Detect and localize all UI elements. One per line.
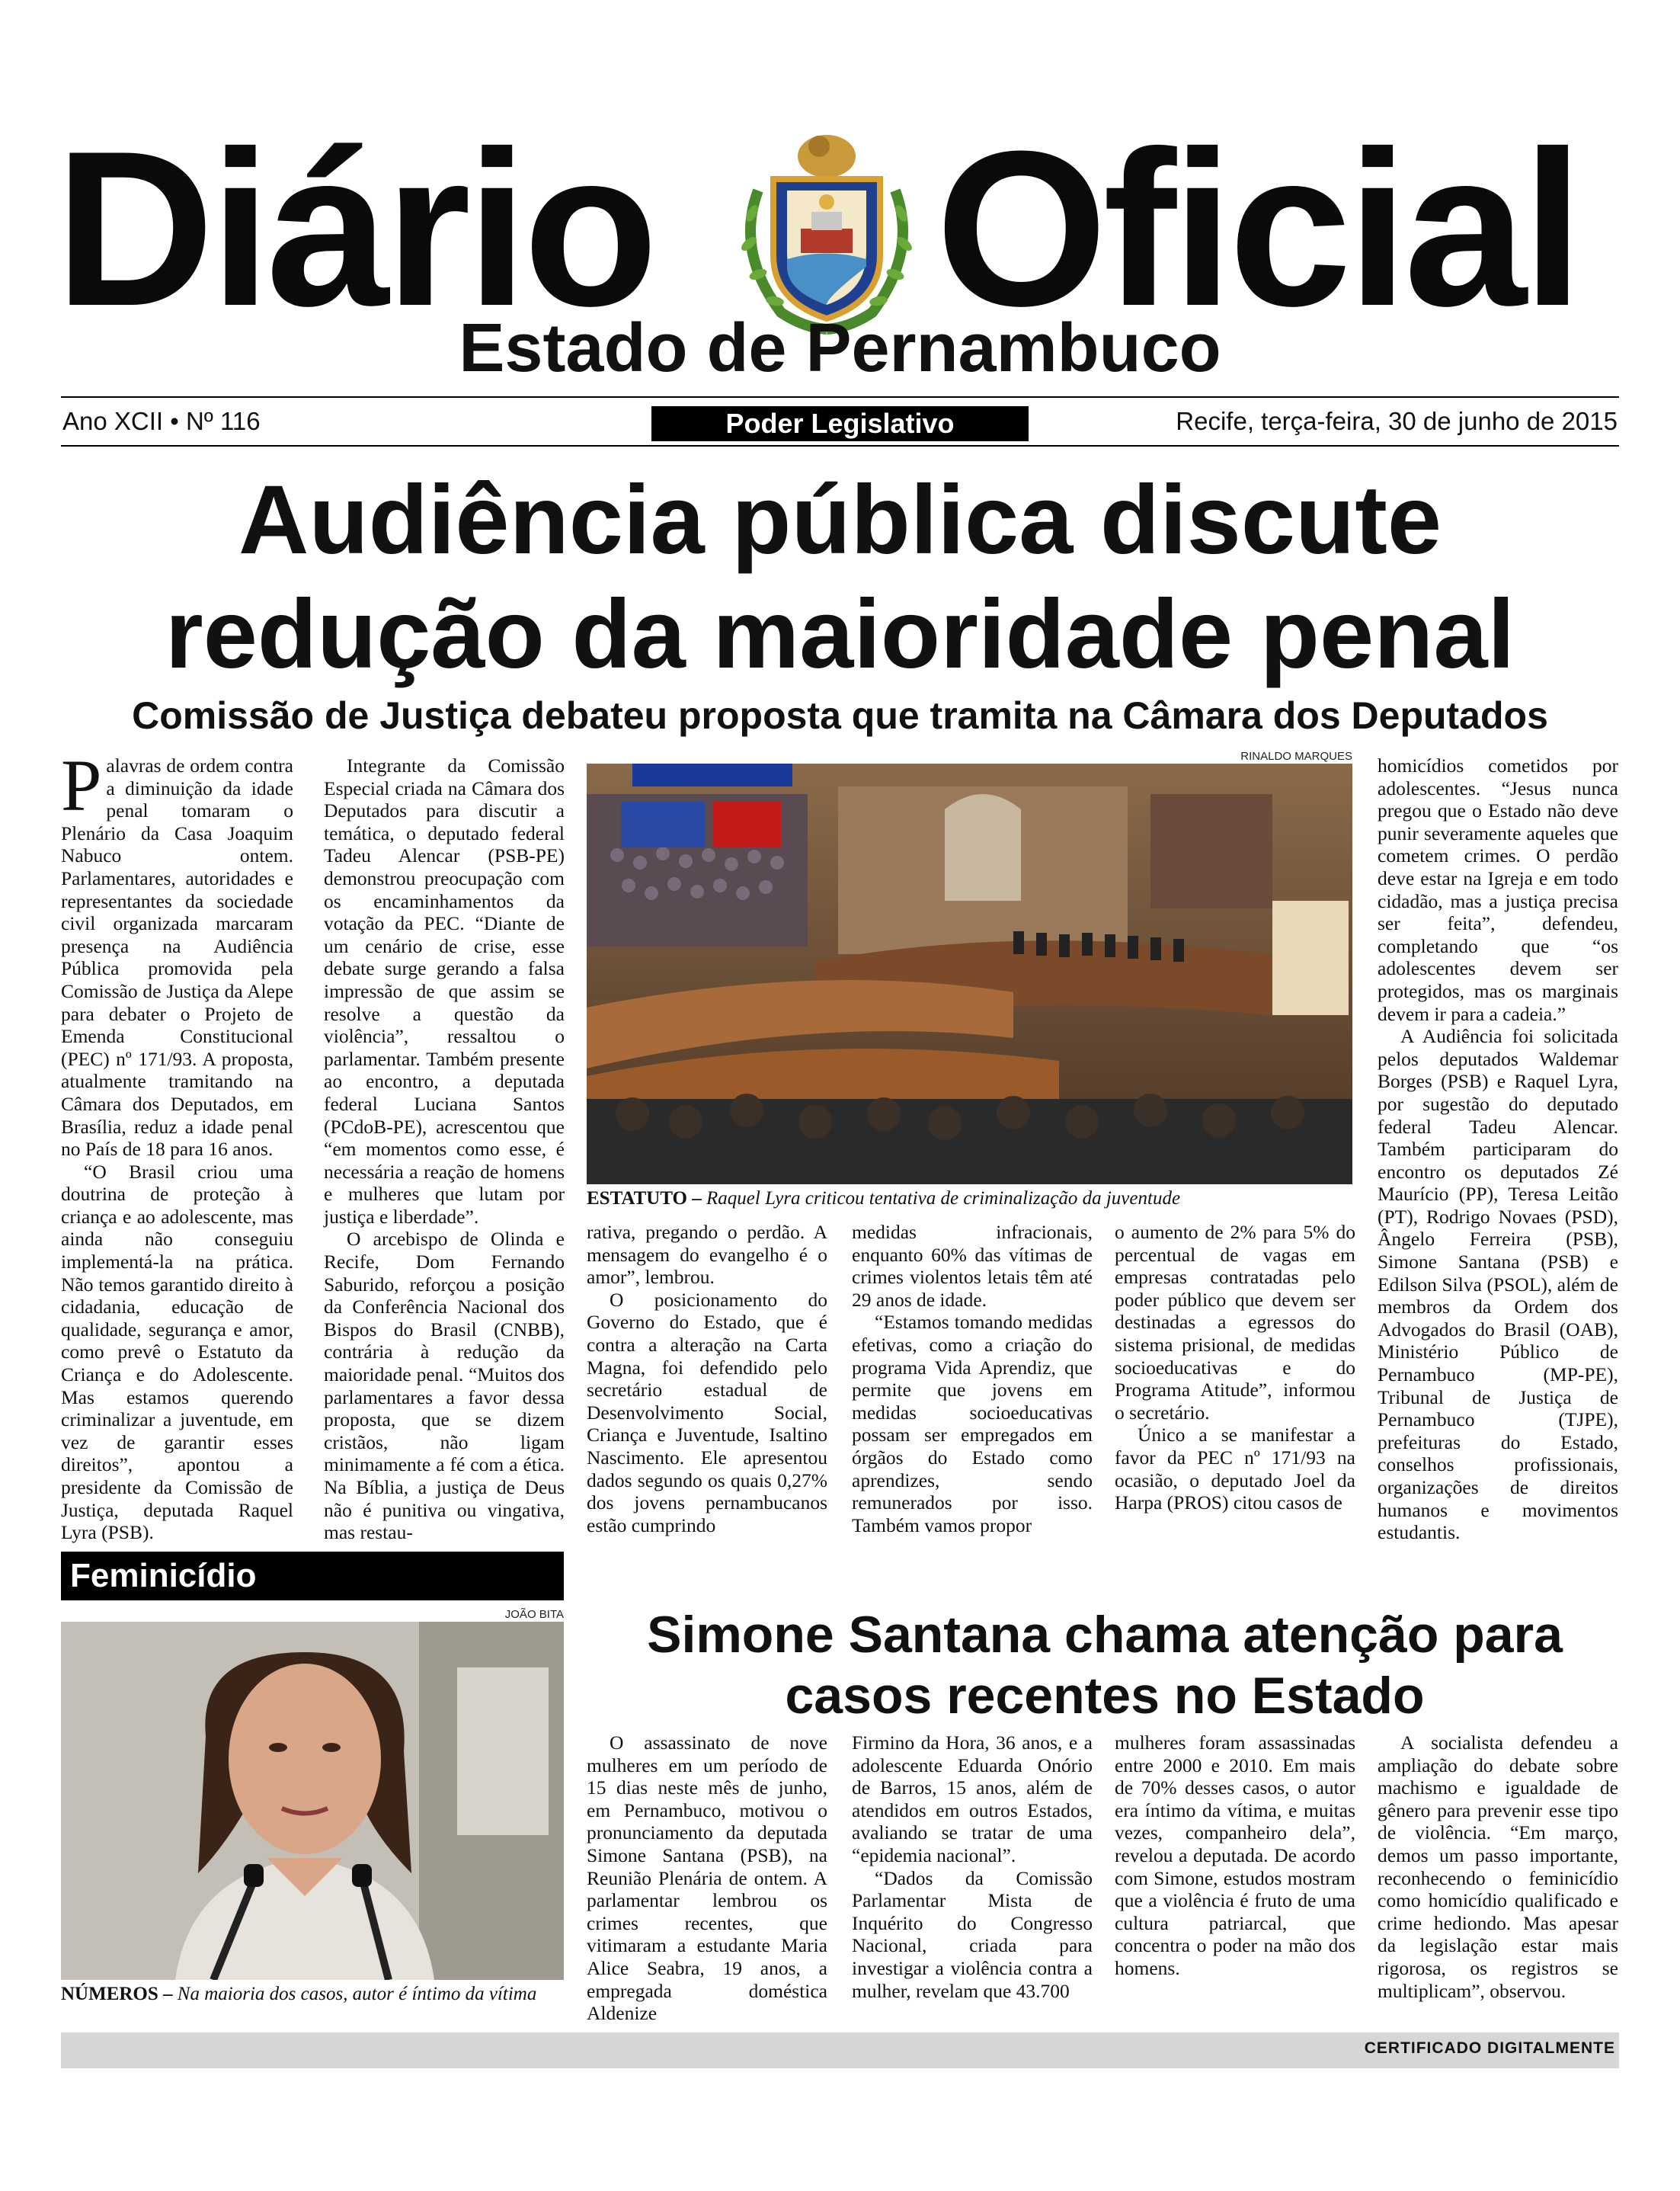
masthead-title-left: Diário <box>55 105 654 352</box>
lead-column-5 <box>1115 1221 1355 1514</box>
second-column-1 <box>587 1731 827 2025</box>
lead-paragraph: homicídios cometidos por adolescentes. “Jesus nunca pregou que o Estado não deve punir severamente aqueles que cometem crimes. O perdão deve estar na Igreja e em todo cidadão, mas a justiça precisa ser feita”, defendeu, completando que “os adolescentes devem ser protegidos, mas os marginais devem ir para a cadeia.” <box>1378 754 1618 1025</box>
lead-paragraph: rativa, pregando o perdão. A mensagem do evangelho é o amor”, lembrou. <box>587 1221 827 1289</box>
second-column-3 <box>1115 1731 1355 1980</box>
lead-paragraph: A Audiência foi solicitada pelos deputados Waldemar Borges (PSB) e Raquel Lyra, por sugestão do deputado federal Tadeu Alencar. Também participaram do encontro os deputados Zé Maurício (PP), Teresa Leitão (PT), Rodrigo Novaes (PSD), Ângelo Ferreira (PSB), Simone Santana (PSB) e Edilson Silva (PSOL), além de membros da Ordem dos Advogados do Brasil (OAB), Ministério Público de Pernambuco (MP-PE), Tribunal de Justiça de Pernambuco (TJPE), prefeituras do Estado, conselhos profissionais, organizações de direitos humanos e movimentos estudantis. <box>1378 1025 1618 1544</box>
second-paragraph: A socialista defendeu a ampliação do debate sobre machismo e igualdade de gênero para prevenir esse tipo de violência. “Em março, demos um passo importante, reconhecendo o feminicídio como homicídio qualificado e crime hediondo. Mas apesar da legislação estar mais rigorosa, os registros se multiplicam”, observou. <box>1378 1731 1618 2002</box>
dateline: Recife, terça-feira, 30 de junho de 2015 <box>1176 407 1618 435</box>
lead-column-3 <box>587 1221 827 1536</box>
lead-column-1 <box>61 745 293 1544</box>
caption-label: ESTATUTO – <box>587 1188 702 1209</box>
second-headline: Simone Santana chama atenção para casos recentes no Estado <box>647 1606 1563 1725</box>
edition-number: Ano XCII • Nº 116 <box>62 407 261 435</box>
lead-paragraph: “O Brasil criou uma doutrina de proteção à criança e ao adolescente, mas ainda não conseguiu implementá-la na prática. Não temos garantido direito à cidadania, educação de qualidade, segurança e amor, como prevê o Estatuto da Criança e do Adolescente. Mas estamos querendo criminalizar a juventude, em vez de garantir esses direitos”, apontou a presidente da Comissão de Justiça, deputada Raquel Lyra (PSB). <box>61 1160 293 1544</box>
lead-paragraph: medidas infracionais, enquanto 60% das vítimas de crimes violentos letais têm até 29 anos de idade. <box>852 1221 1093 1311</box>
lead-paragraph: alavras de ordem contra a diminuição da idade penal tomaram o Plenário da Casa Joaquim Nabuco ontem. Parlamentares, autoridades e representantes da sociedade civil organizada marcaram presença na Audiência Pública promovida pela Comissão de Justiça da Alepe para debater o Projeto de Emenda Constitucional (PEC) nº 171/93. A proposta, atualmente tramitando na Câmara dos Deputados, em Brasília, reduz a idade penal no País de 18 para 16 anos. <box>61 754 293 1161</box>
second-photo-caption <box>61 1983 536 2006</box>
lead-paragraph: “Estamos tomando medidas efetivas, como a criação do programa Vida Aprendiz, que permite que jovens em medidas socioeducativas possam ser empregados em órgãos do Estado como aprendizes, sendo remunerados por isso. Também vamos propor <box>852 1311 1093 1536</box>
lead-paragraph: Único a se manifestar a favor da PEC nº 171/93 na ocasião, o deputado Joel da Harpa (PROS) citou casos de <box>1115 1424 1355 1514</box>
caption-text: Na maioria dos casos, autor é íntimo da vítima <box>177 1984 537 2004</box>
second-paragraph: Firmino da Hora, 36 anos, e a adolescente Eduarda Onório de Barros, 15 anos, além de atendidos em outros Estados, avaliando se tratar de uma “epidemia nacional”. <box>852 1731 1093 1866</box>
second-column-2 <box>852 1731 1093 2002</box>
lead-column-2 <box>324 754 565 1544</box>
second-paragraph: O assassinato de nove mulheres em um período de 15 dias neste mês de junho, em Pernambuco, motivou o pronunciamento da deputada Simone Santana (PSB), na Reunião Plenária de ontem. A parlamentar lembrou os crimes recentes, que vitimaram a estudante Maria Alice Seabra, 19 anos, a empregada doméstica Aldenize <box>587 1731 827 2025</box>
second-column-4 <box>1378 1731 1618 2002</box>
drop-cap: P <box>61 745 102 826</box>
masthead-rule-bottom <box>61 445 1619 447</box>
lead-paragraph: Integrante da Comissão Especial criada na Câmara dos Deputados para discutir a temática, o deputado federal Tadeu Alencar (PSB-PE) demonstrou preocupação com os encaminhamentos da votação da PEC. “Diante de um cenário de crise, esse debate surge gerando a falsa impressão de que assim se resolve a questão da violência”, ressaltou o parlamentar. Também presente ao encontro, a deputada federal Luciana Santos (PCdoB-PE), acrescentou que “em momentos como esse, é necessária a reação de homens e mulheres que lutam por justiça e liberdade”. <box>324 754 565 1228</box>
section-tag: Poder Legislativo <box>651 406 1029 441</box>
masthead-rule-top <box>61 396 1619 398</box>
masthead-subtitle: Estado de Pernambuco <box>459 310 1221 386</box>
lead-paragraph: O posicionamento do Governo do Estado, que é contra a alteração na Carta Magna, foi defendido pelo secretário estadual de Desenvolvimento Social, Criança e Juventude, Isaltino Nascimento. Ele apresentou dados segundo os quais 0,27% dos jovens pernambucanos estão cumprindo <box>587 1288 827 1536</box>
lead-photo-caption <box>587 1187 1180 1210</box>
lead-paragraph: o aumento de 2% para 5% do percentual de vagas em empresas contratadas pelo poder público que devem ser destinadas a egressos do sistema prisional, de medidas socioeducativas e do Programa Atitude”, informou o secretário. <box>1115 1221 1355 1424</box>
masthead-title-right: Oficial <box>936 105 1579 352</box>
lead-column-6 <box>1378 754 1618 1544</box>
certification-label: CERTIFICADO DIGITALMENTE <box>1364 2039 1615 2057</box>
lead-photo-credit: RINALDO MARQUES <box>1240 750 1352 763</box>
lead-deck: Comissão de Justiça debateu proposta que tramita na Câmara dos Deputados <box>132 694 1548 737</box>
second-paragraph: mulheres foram assassinadas entre 2000 e 2010. Em mais de 70% desses casos, o autor era íntimo da vítima, e muitas vezes, companheiro dela”, revelou a deputada. De acordo com Simone, estudos mostram que a violência é fruto de uma cultura patriarcal, que concentra o poder na mão dos homens. <box>1115 1731 1355 1979</box>
section-band-feminicidio: Feminicídio <box>61 1552 564 1600</box>
second-photo-credit: JOÃO BITA <box>504 1608 564 1621</box>
second-paragraph: “Dados da Comissão Parlamentar Mista de Inquérito do Congresso Nacional, criada para investigar a violência contra a mulher, revelam que 43.700 <box>852 1866 1093 2002</box>
caption-label: NÚMEROS – <box>61 1984 173 2004</box>
lead-column-4 <box>852 1221 1093 1536</box>
caption-text: Raquel Lyra criticou tentativa de criminalização da juventude <box>706 1188 1181 1209</box>
second-photo <box>61 1622 564 1980</box>
lead-headline: Audiência pública discute redução da maioridade penal <box>165 466 1515 689</box>
lead-paragraph: O arcebispo de Olinda e Recife, Dom Fernando Saburido, reforçou a posição da Conferência Nacional dos Bispos do Brasil (CNBB), contrária à redução da maioridade penal. “Muitos dos parlamentares a favor dessa proposta, que se dizem cristãos, não ligam minimamente a fé com a ética. Na Bíblia, a justiça de Deus não é punitiva ou vingativa, mas restau- <box>324 1228 565 1544</box>
lead-photo <box>587 764 1352 1184</box>
